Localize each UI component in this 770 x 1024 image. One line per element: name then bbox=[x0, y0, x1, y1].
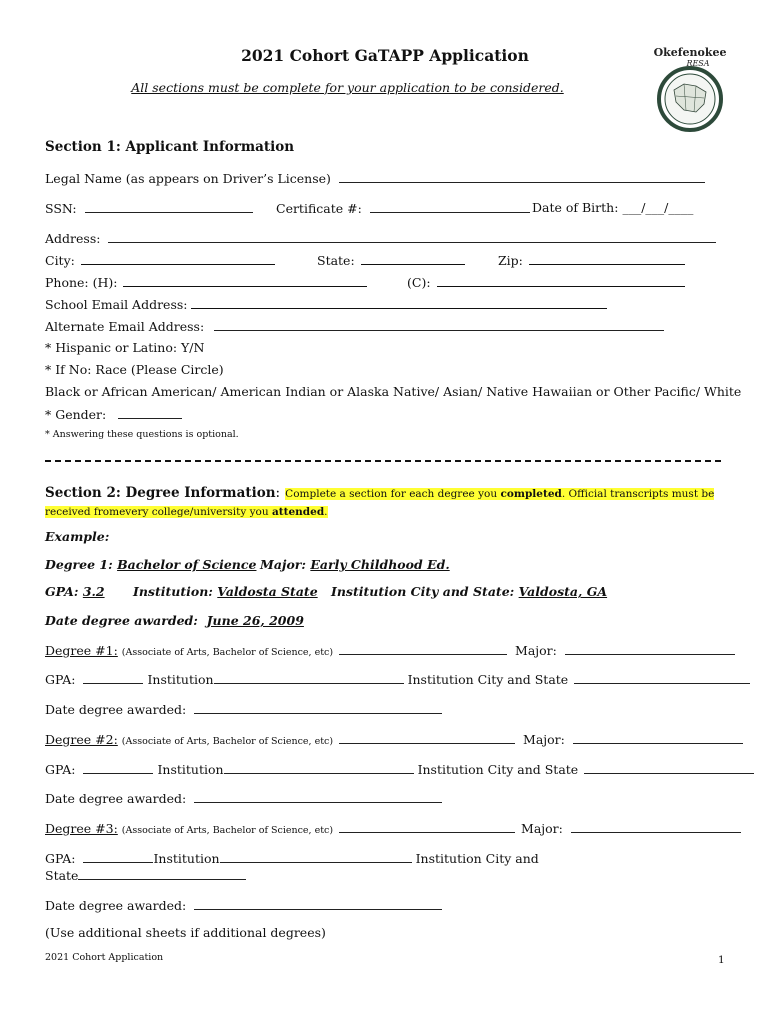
degree2-inst-city-label: Institution City and State bbox=[417, 762, 579, 777]
degree3-inst-city-field[interactable] bbox=[78, 867, 246, 880]
degree2-row bbox=[45, 731, 743, 747]
degree2-hint: (Associate of Arts, Bachelor of Science, etc) bbox=[121, 736, 334, 747]
degree1-major-label: Major: bbox=[515, 643, 557, 658]
zip-label: Zip: bbox=[498, 253, 523, 268]
degree3-gpa-label: GPA: bbox=[45, 851, 76, 866]
school-email-label: School Email Address: bbox=[45, 297, 188, 312]
page-subtitle: All sections must be complete for your application to be considered. bbox=[131, 80, 564, 95]
degree1-inst-city-field[interactable] bbox=[574, 671, 750, 684]
city-field[interactable] bbox=[81, 252, 275, 265]
example-date: Date degree awarded: June 26, 2009 bbox=[45, 613, 304, 628]
dob-label: Date of Birth: bbox=[532, 200, 619, 215]
degree3-inst-field[interactable] bbox=[220, 850, 412, 863]
zip-row bbox=[498, 252, 685, 268]
dob-field[interactable]: ___/___/____ bbox=[622, 200, 694, 215]
degree3-inst-label: Institution bbox=[153, 851, 220, 866]
degree1-inst-label: Institution bbox=[147, 672, 214, 687]
degree1-gpa-row bbox=[45, 671, 750, 687]
section2-heading-block: Section 2: Degree Information: Complete a section for each degree you completed. Official transcripts must be received fromevery college/university you attended. bbox=[45, 485, 715, 518]
hispanic-question[interactable]: * Hispanic or Latino: Y/N bbox=[45, 340, 205, 355]
degree3-gpa-row bbox=[45, 850, 539, 866]
certificate-label: Certificate #: bbox=[276, 201, 362, 216]
phone-cell-field[interactable] bbox=[437, 274, 685, 287]
certificate-row bbox=[276, 200, 530, 216]
optional-note: * Answering these questions is optional. bbox=[45, 429, 239, 440]
degree2-label: Degree #2: bbox=[45, 732, 118, 747]
degree3-state-row bbox=[45, 867, 246, 883]
address-label: Address: bbox=[45, 231, 101, 246]
resa-logo bbox=[654, 44, 726, 132]
degree3-date-label: Date degree awarded: bbox=[45, 898, 187, 913]
example-label: Example: bbox=[45, 529, 110, 544]
legal-name-label: Legal Name (as appears on Driver’s License) bbox=[45, 171, 331, 186]
zip-field[interactable] bbox=[529, 252, 685, 265]
degree2-field[interactable] bbox=[339, 731, 515, 744]
certificate-field[interactable] bbox=[370, 200, 530, 213]
degree3-state-label: State bbox=[45, 868, 79, 883]
degree3-date-field[interactable] bbox=[194, 897, 442, 910]
section2-heading: Section 2: Degree Information bbox=[45, 485, 276, 501]
degree1-date-label: Date degree awarded: bbox=[45, 702, 187, 717]
degree3-date-row bbox=[45, 897, 442, 913]
degree3-field[interactable] bbox=[339, 820, 515, 833]
alt-email-row bbox=[45, 318, 664, 334]
ssn-row bbox=[45, 200, 253, 216]
alt-email-field[interactable] bbox=[214, 318, 664, 331]
degree1-gpa-label: GPA: bbox=[45, 672, 76, 687]
gender-field[interactable] bbox=[118, 406, 182, 419]
legal-name-field[interactable] bbox=[339, 170, 705, 183]
address-field[interactable] bbox=[108, 230, 716, 243]
state-field[interactable] bbox=[361, 252, 465, 265]
legal-name-row bbox=[45, 170, 705, 186]
degree3-label: Degree #3: bbox=[45, 821, 118, 836]
degree3-row bbox=[45, 820, 741, 836]
degree1-date-field[interactable] bbox=[194, 701, 442, 714]
example-gpa: GPA: 3.2 bbox=[45, 584, 105, 599]
degree2-inst-city-field[interactable] bbox=[584, 761, 754, 774]
footer-label: 2021 Cohort Application bbox=[45, 952, 164, 963]
gender-label: * Gender: bbox=[45, 407, 107, 422]
school-email-row bbox=[45, 296, 607, 312]
race-question: * If No: Race (Please Circle) bbox=[45, 362, 224, 377]
degree2-date-label: Date degree awarded: bbox=[45, 791, 187, 806]
gender-row bbox=[45, 406, 182, 422]
degree2-gpa-label: GPA: bbox=[45, 762, 76, 777]
city-row bbox=[45, 252, 275, 268]
section1-heading: Section 1: Applicant Information bbox=[45, 139, 295, 155]
degree1-inst-field[interactable] bbox=[214, 671, 404, 684]
logo-sub: RESA bbox=[686, 59, 710, 68]
degree2-gpa-row bbox=[45, 761, 754, 777]
example-major: Major: Early Childhood Ed. bbox=[260, 557, 450, 572]
state-row bbox=[317, 252, 465, 268]
phone-home-field[interactable] bbox=[123, 274, 367, 287]
degree1-hint: (Associate of Arts, Bachelor of Science, etc) bbox=[121, 647, 334, 658]
example-inst-city: Institution City and State: Valdosta, GA bbox=[331, 584, 608, 599]
degree1-inst-city-label: Institution City and State bbox=[407, 672, 569, 687]
dob-row bbox=[532, 200, 693, 215]
degree2-gpa-field[interactable] bbox=[83, 761, 153, 774]
phone-cell-row bbox=[407, 274, 685, 290]
degree1-row bbox=[45, 642, 735, 658]
degree2-inst-label: Institution bbox=[157, 762, 224, 777]
section2-instructions: Complete a section for each degree you completed. Official transcripts must be received fromevery college/university you attended. bbox=[45, 488, 715, 518]
example-degree: Degree 1: Bachelor of Science bbox=[45, 557, 257, 572]
state-label: State: bbox=[317, 253, 355, 268]
degree1-gpa-field[interactable] bbox=[83, 671, 143, 684]
page-number: 1 bbox=[718, 954, 725, 966]
degree2-inst-field[interactable] bbox=[224, 761, 414, 774]
degree2-date-row bbox=[45, 790, 442, 806]
degree1-major-field[interactable] bbox=[565, 642, 735, 655]
degree3-hint: (Associate of Arts, Bachelor of Science, etc) bbox=[121, 825, 334, 836]
degree3-gpa-field[interactable] bbox=[83, 850, 153, 863]
section-divider bbox=[45, 460, 721, 462]
race-options[interactable]: Black or African American/ American Indian or Alaska Native/ Asian/ Native Hawaiian or Other Pacific/ White bbox=[45, 384, 742, 399]
ssn-label: SSN: bbox=[45, 201, 77, 216]
degree1-label: Degree #1: bbox=[45, 643, 118, 658]
phone-row bbox=[45, 274, 367, 290]
logo-wordmark: Okefenokee bbox=[654, 46, 726, 59]
additional-degrees-note: (Use additional sheets if additional degrees) bbox=[45, 925, 326, 940]
school-email-field[interactable] bbox=[191, 296, 607, 309]
degree1-field[interactable] bbox=[339, 642, 507, 655]
phone-home-label: Phone: (H): bbox=[45, 275, 118, 290]
degree2-major-label: Major: bbox=[523, 732, 565, 747]
degree2-major-field[interactable] bbox=[573, 731, 743, 744]
degree1-date-row bbox=[45, 701, 442, 717]
phone-cell-label: (C): bbox=[407, 275, 431, 290]
page-title: 2021 Cohort GaTAPP Application bbox=[241, 46, 529, 65]
alt-email-label: Alternate Email Address: bbox=[45, 319, 205, 334]
degree3-major-label: Major: bbox=[521, 821, 563, 836]
example-institution: Institution: Valdosta State bbox=[133, 584, 318, 599]
degree3-inst-city-label: Institution City and bbox=[415, 851, 539, 866]
address-row bbox=[45, 230, 716, 246]
city-label: City: bbox=[45, 253, 75, 268]
degree2-date-field[interactable] bbox=[194, 790, 442, 803]
degree3-major-field[interactable] bbox=[571, 820, 741, 833]
ssn-field[interactable] bbox=[85, 200, 253, 213]
